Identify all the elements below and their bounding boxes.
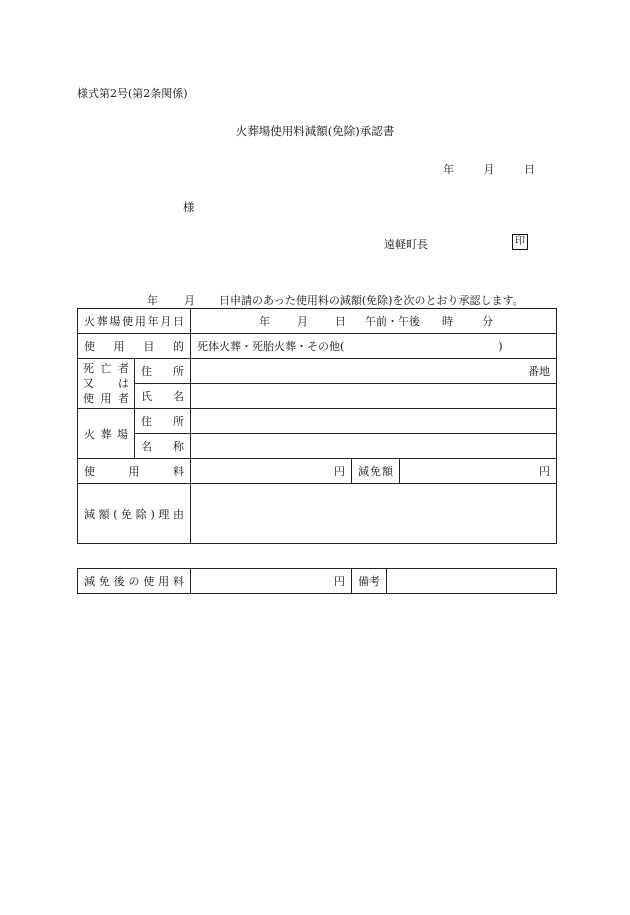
purpose-value[interactable] <box>191 334 557 359</box>
after-fee-label: 減免後の使用料 <box>78 569 191 594</box>
issuer-name: 遠軽町長 <box>384 238 428 251</box>
usage-day: 日 <box>335 315 346 328</box>
person-address-label: 住所 <box>135 359 191 384</box>
fee-label: 使用料 <box>78 459 191 484</box>
fee-value[interactable] <box>191 459 352 484</box>
intro-text: 日申請のあった使用料の減額(免除)を次のとおり承認します。 <box>219 294 524 307</box>
purpose-close: ) <box>498 340 503 353</box>
table-row <box>78 334 557 359</box>
table-row <box>78 409 557 434</box>
crematorium-label: 火葬場 <box>78 409 135 459</box>
usage-date-value[interactable] <box>191 309 557 334</box>
person-label <box>78 359 135 409</box>
person-name-label: 氏名 <box>135 384 191 409</box>
crematorium-address-value[interactable] <box>191 409 557 434</box>
fee-yen: 円 <box>334 465 345 478</box>
form-number: 様式第2号(第2条関係) <box>77 87 188 100</box>
remarks-value[interactable] <box>387 569 557 594</box>
reduction-label: 減免額 <box>352 459 400 484</box>
table-row <box>78 384 557 409</box>
date-day-label: 日 <box>524 163 535 176</box>
table-row <box>78 309 557 334</box>
after-reduction-table <box>77 568 557 594</box>
after-fee-yen: 円 <box>334 575 345 588</box>
after-fee-value[interactable] <box>191 569 352 594</box>
table-row <box>78 459 557 484</box>
date-month-label: 月 <box>483 163 495 176</box>
reduction-value[interactable] <box>400 459 557 484</box>
crematorium-name-value[interactable] <box>191 434 557 459</box>
person-label-line-3: 使用者 <box>83 392 129 405</box>
addressee-suffix: 様 <box>183 200 195 214</box>
crematorium-name-label: 名称 <box>135 434 191 459</box>
usage-year: 年 <box>259 315 270 328</box>
person-label-line-1: 死亡者 <box>83 362 129 375</box>
reason-value[interactable] <box>191 484 557 544</box>
reduction-yen: 円 <box>539 465 550 478</box>
usage-hour: 時 <box>442 315 453 328</box>
remarks-label: 備考 <box>352 569 387 594</box>
intro-year: 年 <box>147 294 158 307</box>
purpose-label: 使用目的 <box>78 334 191 359</box>
approval-table <box>77 308 557 544</box>
usage-date-label: 火葬場使用年月日 <box>78 309 191 334</box>
table-row <box>78 434 557 459</box>
intro-month: 月 <box>184 294 195 307</box>
document-title: 火葬場使用料減額(免除)承認書 <box>235 124 395 138</box>
usage-ampm: 午前・午後 <box>365 315 420 328</box>
person-address-value[interactable] <box>191 359 557 384</box>
person-label-line-2: 又は <box>83 377 129 390</box>
usage-minute: 分 <box>482 315 493 328</box>
table-row <box>78 359 557 384</box>
reason-label: 減額(免除)理由 <box>78 484 191 544</box>
person-name-value[interactable] <box>191 384 557 409</box>
intro-sentence <box>147 292 524 308</box>
seal-mark: 印 <box>512 234 528 250</box>
date-year-label: 年 <box>443 163 454 176</box>
issue-date <box>443 161 535 177</box>
purpose-options: 死体火葬・死胎火葬・その他( <box>197 340 345 353</box>
table-row <box>78 484 557 544</box>
usage-month: 月 <box>297 315 308 328</box>
address-suffix: 番地 <box>528 365 550 378</box>
table-row <box>78 569 557 594</box>
crematorium-address-label: 住所 <box>135 409 191 434</box>
